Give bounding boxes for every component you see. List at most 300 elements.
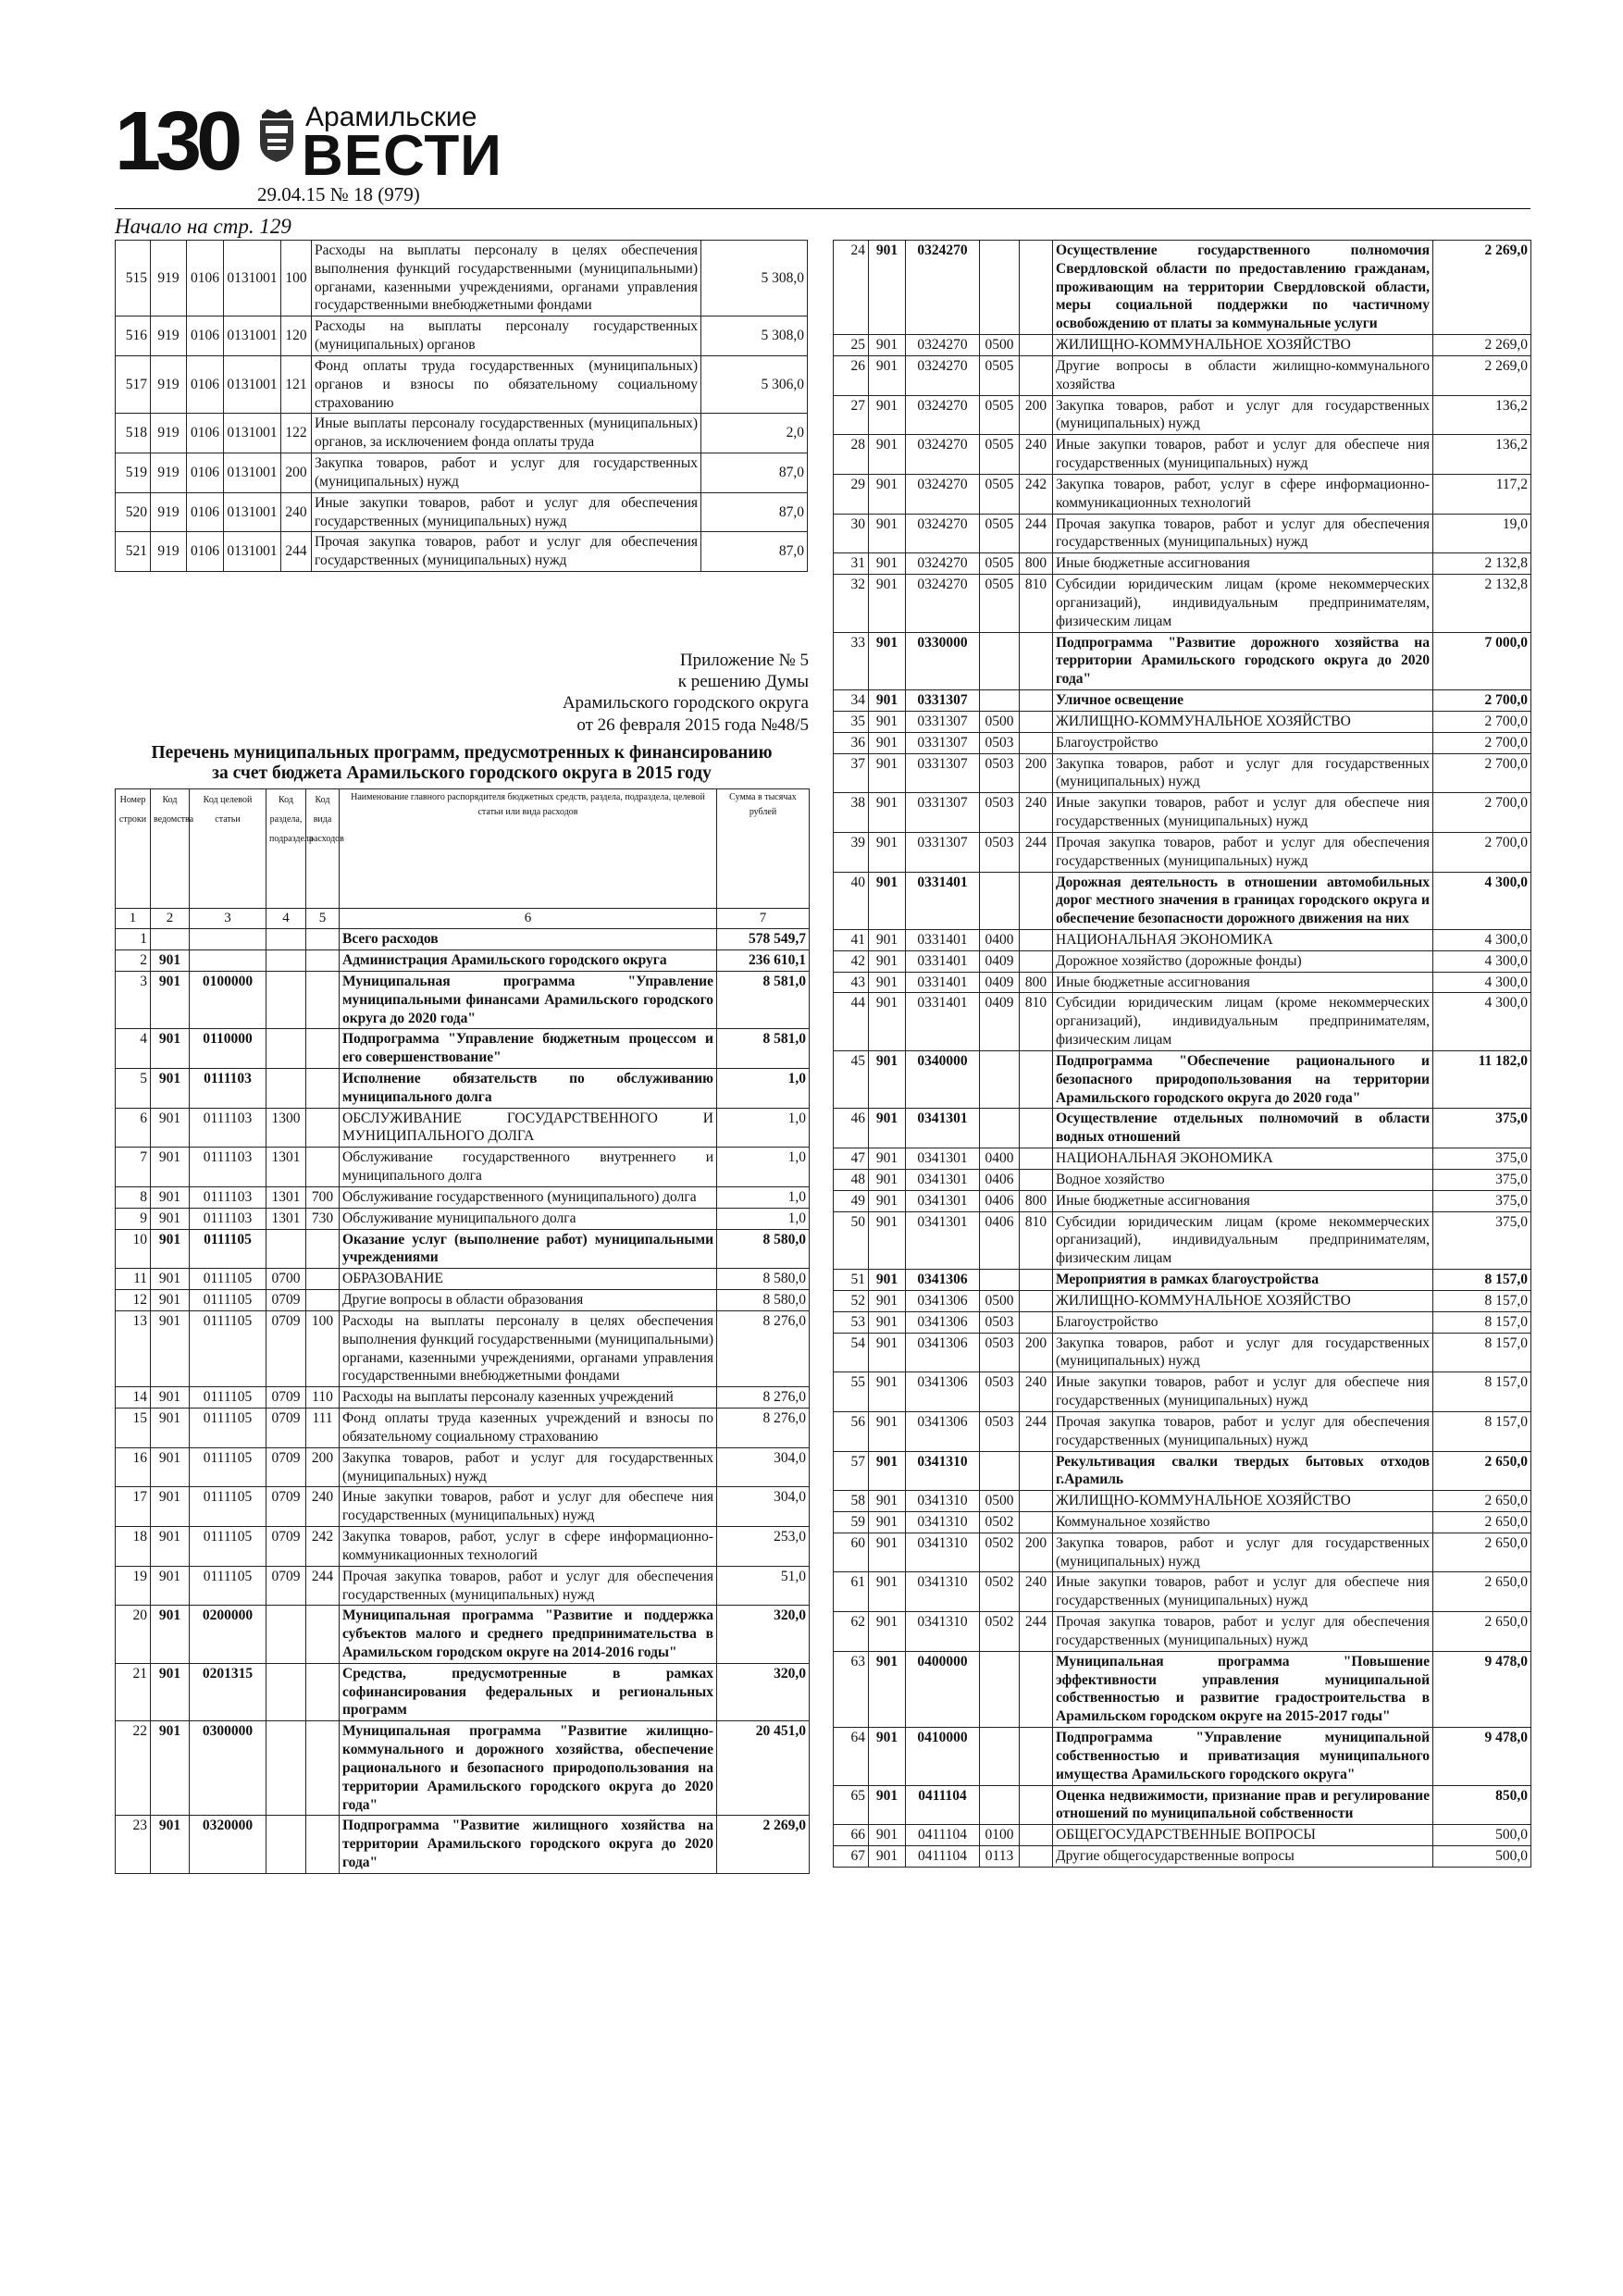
cell-target-code: 0331307 xyxy=(906,832,980,872)
cell-item-name: Водное хозяйство xyxy=(1053,1169,1433,1190)
cell-row-number: 59 xyxy=(834,1512,869,1533)
cell-row-number: 35 xyxy=(834,711,869,732)
cell-row-number: 65 xyxy=(834,1785,869,1825)
cell-section-code: 0113 xyxy=(980,1846,1020,1868)
table-row xyxy=(834,395,1531,435)
appendix-line: Приложение № 5 xyxy=(679,651,809,670)
cell-amount: 8 276,0 xyxy=(717,1409,810,1448)
coat-of-arms-icon xyxy=(256,105,297,163)
cell-expense-code: 244 xyxy=(1020,514,1053,553)
cell-amount: 9 478,0 xyxy=(1433,1728,1531,1785)
table-row xyxy=(116,316,808,356)
cell-section-code xyxy=(980,1451,1020,1491)
cell-amount: 5 308,0 xyxy=(701,316,808,356)
table-row xyxy=(116,1447,810,1487)
column-header-row xyxy=(116,789,810,909)
cell-row-number: 21 xyxy=(116,1663,151,1720)
cell-item-name: Другие вопросы в области жилищно-коммунального хозяйства xyxy=(1053,355,1433,395)
cell-amount: 8 276,0 xyxy=(717,1387,810,1409)
cell-expense-code: 244 xyxy=(281,532,312,572)
cell-dept-code: 919 xyxy=(151,414,187,453)
cell-section-code: 0500 xyxy=(980,1491,1020,1512)
cell-dept-code: 901 xyxy=(869,335,906,356)
cell-item-name: Расходы на выплаты персоналу в целях обеспечения выполнения функций государственными (муниципальными) органами, казенными учреждениями, органами управления государственными внебюджетными фондами xyxy=(312,241,701,316)
continuation-table-body xyxy=(116,241,808,572)
cell-section-code xyxy=(980,1270,1020,1291)
cell-target-code: 0110000 xyxy=(190,1029,266,1069)
table-row xyxy=(834,474,1531,514)
cell-amount: 2 650,0 xyxy=(1433,1512,1531,1533)
cell-section-code: 0505 xyxy=(980,575,1020,632)
cell-target-code: 0111105 xyxy=(190,1527,266,1567)
cell-dept-code xyxy=(151,929,190,950)
cell-section-code: 0503 xyxy=(980,1333,1020,1372)
cell-target-code: 0111105 xyxy=(190,1566,266,1606)
table-row xyxy=(116,1108,810,1148)
cell-row-number: 520 xyxy=(116,492,151,532)
table-row xyxy=(116,971,810,1028)
cell-item-name: НАЦИОНАЛЬНАЯ ЭКОНОМИКА xyxy=(1053,929,1433,950)
cell-row-number: 16 xyxy=(116,1447,151,1487)
cell-dept-code: 901 xyxy=(869,1270,906,1291)
cell-target-code: 0331401 xyxy=(906,993,980,1050)
cell-row-number: 44 xyxy=(834,993,869,1050)
cell-item-name: Подпрограмма "Управление муниципальной собственностью и приватизация муниципального имущества Арамильского городского округа" xyxy=(1053,1728,1433,1785)
cell-dept-code: 901 xyxy=(869,793,906,833)
cell-item-name: Иные закупки товаров, работ и услуг для обеспечения государственных (муниципальных) нужд xyxy=(312,492,701,532)
cell-target-code: 0341310 xyxy=(906,1533,980,1572)
cell-expense-code xyxy=(306,971,340,1028)
cell-section-code: 0709 xyxy=(266,1527,306,1567)
cell-expense-code: 700 xyxy=(306,1186,340,1208)
cell-target-code: 0331401 xyxy=(906,972,980,993)
cell-dept-code: 901 xyxy=(151,1029,190,1069)
cell-amount: 2 269,0 xyxy=(1433,335,1531,356)
cell-row-number: 32 xyxy=(834,575,869,632)
cell-target-code: 0341301 xyxy=(906,1190,980,1211)
cell-item-name: Расходы на выплаты персоналу казенных учреждений xyxy=(340,1387,717,1409)
document-title xyxy=(115,743,809,785)
cell-item-name: Закупка товаров, работ, услуг в сфере информационно-коммуникационных технологий xyxy=(340,1527,717,1567)
appendix-line: от 26 февраля 2015 года №48/5 xyxy=(576,714,809,735)
cell-expense-code xyxy=(306,1108,340,1148)
cell-amount: 375,0 xyxy=(1433,1109,1531,1148)
cell-expense-code xyxy=(1020,1491,1053,1512)
cell-item-name: Прочая закупка товаров, работ и услуг для обеспечения государственных (муниципальных) нужд xyxy=(1053,1411,1433,1451)
table-row xyxy=(116,1409,810,1448)
cell-section-code xyxy=(980,241,1020,335)
cell-expense-code: 120 xyxy=(281,316,312,356)
cell-amount: 8 580,0 xyxy=(717,1269,810,1290)
cell-amount: 304,0 xyxy=(717,1447,810,1487)
cell-target-code: 0331307 xyxy=(906,793,980,833)
cell-amount: 8 581,0 xyxy=(717,1029,810,1069)
table-row xyxy=(834,1825,1531,1846)
cell-amount: 2 650,0 xyxy=(1433,1451,1531,1491)
table-row xyxy=(116,492,808,532)
cell-row-number: 42 xyxy=(834,950,869,972)
cell-dept-code: 901 xyxy=(869,1512,906,1533)
cell-amount: 375,0 xyxy=(1433,1148,1531,1170)
cell-amount: 2 269,0 xyxy=(1433,355,1531,395)
cell-target-code: 0331401 xyxy=(906,929,980,950)
cell-row-number: 54 xyxy=(834,1333,869,1372)
cell-expense-code xyxy=(1020,872,1053,929)
table-row xyxy=(116,1290,810,1311)
cell-dept-code: 901 xyxy=(151,1269,190,1290)
cell-target-code: 0324270 xyxy=(906,575,980,632)
table-row xyxy=(834,1491,1531,1512)
cell-amount: 7 000,0 xyxy=(1433,632,1531,689)
cell-section-code xyxy=(266,950,306,972)
cell-row-number: 515 xyxy=(116,241,151,316)
cell-target-code: 0411104 xyxy=(906,1846,980,1868)
cell-expense-code: 200 xyxy=(1020,1333,1053,1372)
col-number: 3 xyxy=(190,909,266,929)
cell-expense-code xyxy=(306,1606,340,1663)
col-header-target-code: Код целевой статьи xyxy=(190,789,266,909)
cell-dept-code: 901 xyxy=(151,950,190,972)
cell-dept-code: 901 xyxy=(869,632,906,689)
cell-item-name: Другие вопросы в области образования xyxy=(340,1290,717,1311)
cell-target-code: 0341310 xyxy=(906,1491,980,1512)
table-row xyxy=(834,753,1531,793)
table-row xyxy=(834,355,1531,395)
cell-amount: 320,0 xyxy=(717,1663,810,1720)
cell-row-number: 4 xyxy=(116,1029,151,1069)
cell-target-code: 0330000 xyxy=(906,632,980,689)
cell-row-number: 27 xyxy=(834,395,869,435)
cell-row-number: 62 xyxy=(834,1612,869,1652)
cell-amount: 117,2 xyxy=(1433,474,1531,514)
cell-section-code: 0131001 xyxy=(224,453,281,493)
cell-amount: 8 157,0 xyxy=(1433,1333,1531,1372)
cell-amount: 2 700,0 xyxy=(1433,711,1531,732)
cell-section-code: 0500 xyxy=(980,711,1020,732)
cell-row-number: 6 xyxy=(116,1108,151,1148)
cell-section-code: 0503 xyxy=(980,832,1020,872)
cell-target-code: 0341306 xyxy=(906,1270,980,1291)
cell-target-code: 0341301 xyxy=(906,1109,980,1148)
cell-section-code: 0700 xyxy=(266,1269,306,1290)
cell-item-name: Дорожное хозяйство (дорожные фонды) xyxy=(1053,950,1433,972)
cell-section-code: 0503 xyxy=(980,732,1020,753)
cell-expense-code: 110 xyxy=(306,1387,340,1409)
cell-dept-code: 901 xyxy=(869,732,906,753)
cell-item-name: Расходы на выплаты персоналу государственных (муниципальных) органов xyxy=(312,316,701,356)
cell-dept-code: 901 xyxy=(869,1211,906,1269)
cell-section-code xyxy=(266,1721,306,1816)
cell-target-code: 0111105 xyxy=(190,1310,266,1386)
title-line: Перечень муниципальных программ, предусмотренных к финансированию xyxy=(151,743,773,763)
cell-item-name: Коммунальное хозяйство xyxy=(1053,1512,1433,1533)
cell-section-code xyxy=(266,1029,306,1069)
cell-row-number: 57 xyxy=(834,1451,869,1491)
table-row xyxy=(834,1512,1531,1533)
cell-section-code: 0131001 xyxy=(224,241,281,316)
cell-item-name: Осуществление отдельных полномочий в области водных отношений xyxy=(1053,1109,1433,1148)
cell-item-name: Прочая закупка товаров, работ и услуг для обеспечения государственных (муниципальных) нужд xyxy=(1053,832,1433,872)
cell-target-code: 0331307 xyxy=(906,711,980,732)
cell-amount: 320,0 xyxy=(717,1606,810,1663)
cell-amount: 5 308,0 xyxy=(701,241,808,316)
cell-expense-code: 240 xyxy=(1020,793,1053,833)
header-divider xyxy=(115,208,1530,209)
cell-amount: 8 157,0 xyxy=(1433,1411,1531,1451)
cell-target-code: 0324270 xyxy=(906,514,980,553)
table-row xyxy=(834,972,1531,993)
cell-amount: 136,2 xyxy=(1433,395,1531,435)
cell-expense-code xyxy=(1020,1451,1053,1491)
cell-row-number: 40 xyxy=(834,872,869,929)
cell-dept-code: 901 xyxy=(151,1663,190,1720)
cell-section-code xyxy=(980,1109,1020,1148)
cell-expense-code xyxy=(1020,1109,1053,1148)
cell-expense-code xyxy=(1020,1169,1053,1190)
cell-target-code: 0341306 xyxy=(906,1372,980,1412)
cell-section-code: 0131001 xyxy=(224,316,281,356)
cell-target-code: 0341306 xyxy=(906,1333,980,1372)
cell-amount: 375,0 xyxy=(1433,1190,1531,1211)
cell-section-code: 0502 xyxy=(980,1612,1020,1652)
table-row xyxy=(834,1109,1531,1148)
cell-item-name: Обслуживание государственного (муниципального) долга xyxy=(340,1186,717,1208)
cell-item-name: Оценка недвижимости, признание прав и регулирование отношений по муниципальной собственности xyxy=(1053,1785,1433,1825)
cell-target-code: 0341301 xyxy=(906,1211,980,1269)
cell-section-code: 0502 xyxy=(980,1572,1020,1612)
cell-section-code xyxy=(266,1606,306,1663)
cell-row-number: 1 xyxy=(116,929,151,950)
cell-item-name: Иные бюджетные ассигнования xyxy=(1053,553,1433,575)
programs-table-left xyxy=(115,788,810,1874)
cell-amount: 87,0 xyxy=(701,532,808,572)
col-number: 7 xyxy=(717,909,810,929)
table-row xyxy=(834,335,1531,356)
cell-amount: 11 182,0 xyxy=(1433,1050,1531,1108)
cell-amount: 1,0 xyxy=(717,1068,810,1108)
cell-section-code xyxy=(980,1050,1020,1108)
table-row xyxy=(116,1606,810,1663)
cell-amount: 2 650,0 xyxy=(1433,1533,1531,1572)
col-number: 2 xyxy=(151,909,190,929)
cell-expense-code xyxy=(1020,711,1053,732)
cell-row-number: 7 xyxy=(116,1148,151,1187)
cell-row-number: 25 xyxy=(834,335,869,356)
cell-expense-code: 200 xyxy=(1020,395,1053,435)
cell-section-code: 1301 xyxy=(266,1208,306,1229)
cell-target-code: 0111105 xyxy=(190,1447,266,1487)
cell-amount: 1,0 xyxy=(717,1108,810,1148)
cell-expense-code: 800 xyxy=(1020,1190,1053,1211)
cell-expense-code: 240 xyxy=(306,1487,340,1527)
cell-expense-code: 730 xyxy=(306,1208,340,1229)
cell-amount: 375,0 xyxy=(1433,1211,1531,1269)
cell-section-code: 0709 xyxy=(266,1310,306,1386)
cell-expense-code xyxy=(1020,632,1053,689)
cell-dept-code: 901 xyxy=(869,1728,906,1785)
table-row xyxy=(834,793,1531,833)
cell-expense-code xyxy=(1020,1290,1053,1311)
cell-item-name: ЖИЛИЩНО-КОММУНАЛЬНОЕ ХОЗЯЙСТВО xyxy=(1053,711,1433,732)
cell-row-number: 9 xyxy=(116,1208,151,1229)
cell-expense-code xyxy=(1020,1148,1053,1170)
table-row xyxy=(834,690,1531,712)
cell-section-code: 0409 xyxy=(980,950,1020,972)
table-row xyxy=(834,553,1531,575)
cell-row-number: 37 xyxy=(834,753,869,793)
cell-target-code: 0111105 xyxy=(190,1229,266,1269)
cell-section-code: 0505 xyxy=(980,395,1020,435)
cell-row-number: 51 xyxy=(834,1270,869,1291)
cell-row-number: 521 xyxy=(116,532,151,572)
cell-target-code: 0324270 xyxy=(906,435,980,475)
table-row xyxy=(116,1816,810,1873)
cell-item-name: ОБРАЗОВАНИЕ xyxy=(340,1269,717,1290)
cell-item-name: Исполнение обязательств по обслуживанию муниципального долга xyxy=(340,1068,717,1108)
cell-amount: 2 269,0 xyxy=(717,1816,810,1873)
cell-target-code: 0341306 xyxy=(906,1411,980,1451)
cell-row-number: 53 xyxy=(834,1311,869,1333)
continuation-table xyxy=(115,240,808,572)
cell-expense-code xyxy=(306,1068,340,1108)
cell-item-name: Уличное освещение xyxy=(1053,690,1433,712)
cell-item-name: ЖИЛИЩНО-КОММУНАЛЬНОЕ ХОЗЯЙСТВО xyxy=(1053,335,1433,356)
cell-item-name: Иные закупки товаров, работ и услуг для обеспече ния государственных (муниципальных) нужд xyxy=(1053,1372,1433,1412)
cell-expense-code xyxy=(306,1269,340,1290)
cell-amount: 8 276,0 xyxy=(717,1310,810,1386)
table-row xyxy=(834,575,1531,632)
cell-expense-code: 810 xyxy=(1020,993,1053,1050)
table-row xyxy=(116,1721,810,1816)
table-row xyxy=(834,711,1531,732)
col-number: 5 xyxy=(306,909,340,929)
cell-row-number: 18 xyxy=(116,1527,151,1567)
cell-target-code: 0111105 xyxy=(190,1387,266,1409)
cell-expense-code xyxy=(1020,929,1053,950)
cell-item-name: Мероприятия в рамках благоустройства xyxy=(1053,1270,1433,1291)
cell-section-code xyxy=(266,929,306,950)
table-row xyxy=(116,453,808,493)
cell-target-code: 0411104 xyxy=(906,1825,980,1846)
cell-section-code: 0502 xyxy=(980,1512,1020,1533)
cell-target-code: 0100000 xyxy=(190,971,266,1028)
cell-item-name: Осуществление государственного полномочия Свердловской области по предоставлению гражданам, проживающим на территории Свердловской области, меры социальной поддержки по частичному освобождению от платы за коммунальные услуги xyxy=(1053,241,1433,335)
cell-amount: 2 700,0 xyxy=(1433,832,1531,872)
table-row xyxy=(116,1148,810,1187)
cell-amount: 4 300,0 xyxy=(1433,950,1531,972)
cell-dept-code: 901 xyxy=(869,753,906,793)
cell-expense-code xyxy=(1020,355,1053,395)
table-row xyxy=(116,1663,810,1720)
cell-section-code: 0503 xyxy=(980,1372,1020,1412)
cell-row-number: 55 xyxy=(834,1372,869,1412)
cell-row-number: 3 xyxy=(116,971,151,1028)
cell-section-code: 0503 xyxy=(980,1411,1020,1451)
cell-item-name: Закупка товаров, работ и услуг для государственных (муниципальных) нужд xyxy=(1053,753,1433,793)
cell-dept-code: 901 xyxy=(869,1785,906,1825)
cell-target-code: 0331401 xyxy=(906,950,980,972)
table-row xyxy=(116,1269,810,1290)
table-row xyxy=(116,1387,810,1409)
cell-section-code: 0503 xyxy=(980,753,1020,793)
cell-section-code: 0500 xyxy=(980,335,1020,356)
cell-amount: 4 300,0 xyxy=(1433,929,1531,950)
cell-target-code: 0111103 xyxy=(190,1208,266,1229)
cell-dept-code: 901 xyxy=(869,241,906,335)
cell-item-name: Закупка товаров, работ и услуг для государственных (муниципальных) нужд xyxy=(340,1447,717,1487)
table-row xyxy=(834,993,1531,1050)
cell-amount: 304,0 xyxy=(717,1487,810,1527)
cell-item-name: Благоустройство xyxy=(1053,732,1433,753)
cell-expense-code xyxy=(1020,1825,1053,1846)
cell-expense-code xyxy=(1020,1512,1053,1533)
table-row xyxy=(116,1527,810,1567)
cell-target-code: 0324270 xyxy=(906,395,980,435)
cell-amount: 2 650,0 xyxy=(1433,1491,1531,1512)
table-row xyxy=(834,1333,1531,1372)
cell-expense-code: 240 xyxy=(281,492,312,532)
cell-target-code: 0200000 xyxy=(190,1606,266,1663)
cell-item-name: Иные закупки товаров, работ и услуг для обеспече ния государственных (муниципальных) нужд xyxy=(1053,435,1433,475)
cell-section-code: 0505 xyxy=(980,474,1020,514)
cell-dept-code: 901 xyxy=(869,993,906,1050)
cell-item-name: Подпрограмма "Управление бюджетным процессом и его совершенствование" xyxy=(340,1029,717,1069)
cell-row-number: 43 xyxy=(834,972,869,993)
cell-target-code: 0341306 xyxy=(906,1311,980,1333)
cell-amount: 136,2 xyxy=(1433,435,1531,475)
cell-target-code: 0341310 xyxy=(906,1612,980,1652)
table-row xyxy=(834,832,1531,872)
cell-expense-code: 100 xyxy=(281,241,312,316)
cell-item-name: Муниципальная программа "Управление муниципальными финансами Арамильского городского округа до 2020 года" xyxy=(340,971,717,1028)
cell-section-code: 0503 xyxy=(980,1311,1020,1333)
cell-amount: 2 700,0 xyxy=(1433,732,1531,753)
cell-row-number: 518 xyxy=(116,414,151,453)
cell-dept-code: 901 xyxy=(869,395,906,435)
cell-section-code: 0505 xyxy=(980,435,1020,475)
cell-section-code: 0709 xyxy=(266,1409,306,1448)
cell-item-name: Закупка товаров, работ и услуг для государственных (муниципальных) нужд xyxy=(1053,1533,1433,1572)
cell-row-number: 45 xyxy=(834,1050,869,1108)
cell-amount: 2 132,8 xyxy=(1433,575,1531,632)
cell-row-number: 28 xyxy=(834,435,869,475)
cell-target-code: 0340000 xyxy=(906,1050,980,1108)
cell-row-number: 46 xyxy=(834,1109,869,1148)
page-number: 130 xyxy=(115,95,238,188)
cell-section-code: 1301 xyxy=(266,1148,306,1187)
cell-amount: 87,0 xyxy=(701,492,808,532)
table-row xyxy=(116,1566,810,1606)
cell-dept-code: 919 xyxy=(151,453,187,493)
cell-dept-code: 901 xyxy=(869,1825,906,1846)
cell-dept-code: 901 xyxy=(869,1533,906,1572)
cell-amount: 4 300,0 xyxy=(1433,993,1531,1050)
table-row xyxy=(834,1846,1531,1868)
cell-amount: 2 132,8 xyxy=(1433,553,1531,575)
cell-target-code: 0106 xyxy=(187,355,224,413)
cell-expense-code: 800 xyxy=(1020,553,1053,575)
cell-row-number: 516 xyxy=(116,316,151,356)
cell-expense-code: 111 xyxy=(306,1409,340,1448)
table-row xyxy=(116,241,808,316)
cell-row-number: 517 xyxy=(116,355,151,413)
cell-section-code xyxy=(980,632,1020,689)
cell-amount: 1,0 xyxy=(717,1148,810,1187)
cell-target-code: 0324270 xyxy=(906,553,980,575)
cell-dept-code: 919 xyxy=(151,316,187,356)
cell-item-name: Прочая закупка товаров, работ и услуг для обеспечения государственных (муниципальных) нужд xyxy=(340,1566,717,1606)
col-number: 1 xyxy=(116,909,151,929)
